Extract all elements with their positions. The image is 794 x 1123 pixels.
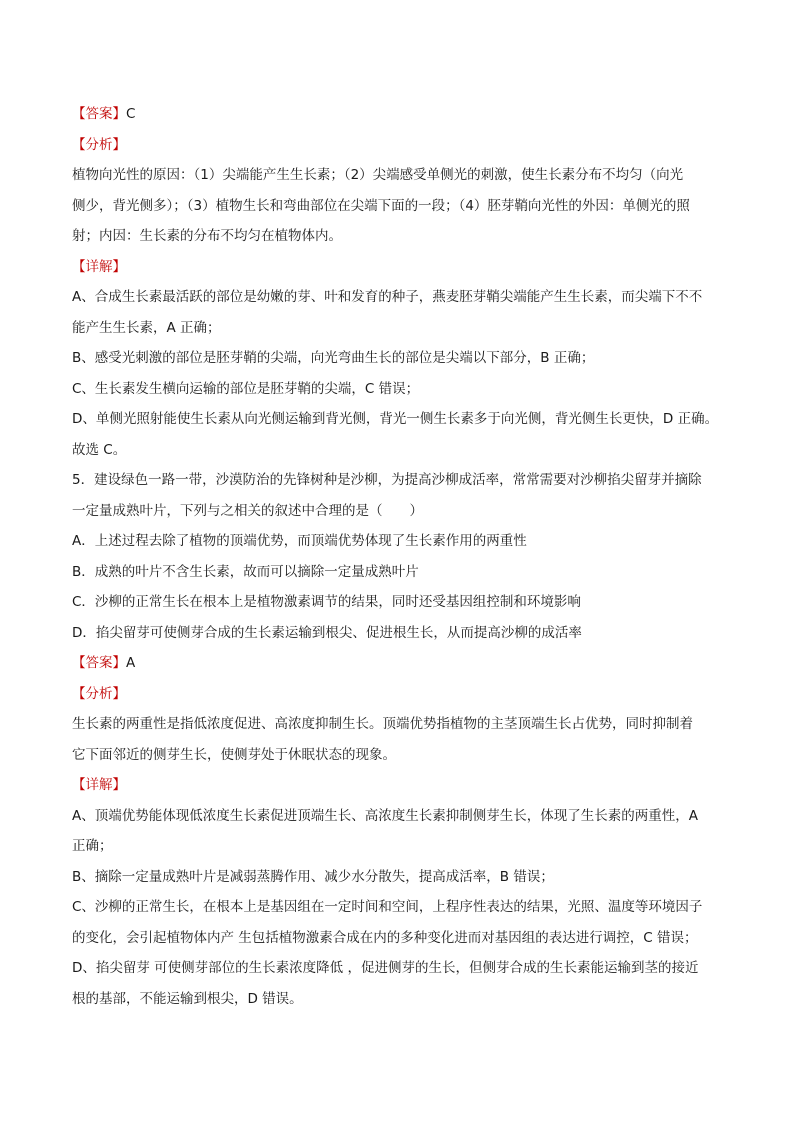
detail-text-2g: 根的基部，不能运输到根尖，D 错误。 [72,990,303,1007]
detail-text-1c: B、感受光刺激的部位是胚芽鞘的尖端，向光弯曲生长的部位是尖端以下部分，B 正确； [72,350,595,366]
detail-text-2a: A、顶端优势能体现低浓度生长素促进顶端生长、高浓度生长素抑制侧芽生长，体现了生长素的两重性，A [72,807,698,824]
detail-tag-1: 【详解】 [72,258,126,275]
detail-tag-2: 【详解】 [72,777,126,793]
answer-tag-1: 【答案】C [72,106,136,122]
analysis-text-2b: 它下面邻近的侧芽生长，使侧芽处于休眠状态的现象。 [72,746,396,763]
answer-tag-2: 【答案】A [72,655,136,671]
detail-text-2e: 的变化，会引起植物体内产 生包括植物激素合成在内的多种变化进而对基因组的表达进行调控，C 错误； [72,929,698,946]
answer-value-2: A [126,655,136,671]
question-5-stem-b: 一定量成熟叶片，下列与之相关的叙述中合理的是（ ） [72,502,423,519]
analysis-text-1c: 射；内因：生长素的分布不均匀在植物体内。 [72,228,342,244]
detail-text-1d: C、生长素发生横向运输的部位是胚芽鞘的尖端，C 错误； [72,380,420,397]
detail-text-1f: 故选 C。 [72,441,127,458]
answer-value-1: C [126,106,136,122]
detail-text-1b: 能产生生长素，A 正确； [72,319,221,336]
question-5-option-d: D．掐尖留芽可使侧芽合成的生长素运输到根尖、促进根生长，从而提高沙柳的成活率 [72,624,582,641]
document-content [72,99,728,1014]
detail-text-2b: 正确； [72,838,113,854]
detail-text-2d: C、沙柳的正常生长，在根本上是基因组在一定时间和空间，上程序性表达的结果，光照、温度等环境因子 [72,899,703,915]
detail-text-1e: D、单侧光照射能使生长素从向光侧运输到背光侧，背光一侧生长素多于向光侧，背光侧生长更快，D 正确。 [72,411,719,427]
question-5-option-a: A．上述过程去除了植物的顶端优势，而顶端优势体现了生长素作用的两重性 [72,533,527,549]
analysis-text-1b: 侧少，背光侧多）；（3）植物生长和弯曲部位在尖端下面的一段；（4）胚芽鞘向光性的外因：单侧光的照 [72,197,690,214]
analysis-tag-2: 【分析】 [72,685,126,702]
detail-text-2c: B、摘除一定量成熟叶片是减弱蒸腾作用、减少水分散失，提高成活率，B 错误； [72,868,554,885]
analysis-text-2a: 生长素的两重性是指低浓度促进、高浓度抑制生长。顶端优势指植物的主茎顶端生长占优势，同时抑制着 [72,716,693,732]
detail-text-1a: A、合成生长素最活跃的部位是幼嫩的芽、叶和发育的种子，燕麦胚芽鞘尖端能产生生长素，而尖端下不不 [72,289,703,305]
question-5-option-b: B．成熟的叶片不含生长素，故而可以摘除一定量成熟叶片 [72,563,419,580]
question-5-option-c: C．沙柳的正常生长在根本上是植物激素调节的结果，同时还受基因组控制和环境影响 [72,594,581,610]
analysis-text-1a: 植物向光性的原因：（1）尖端能产生生长素；（2）尖端感受单侧光的刺激，使生长素分布不均匀（向光 [72,167,684,183]
analysis-tag-1: 【分析】 [72,136,126,153]
detail-text-2f: D、掐尖留芽 可使侧芽部位的生长素浓度降低 ，促进侧芽的生长，但侧芽合成的生长素能运输到茎的接近 [72,960,699,976]
question-5-stem-a: 5．建设绿色一路一带，沙漠防治的先锋树种是沙柳，为提高沙柳成活率，常常需要对沙柳掐尖留芽并摘除 [72,472,702,488]
